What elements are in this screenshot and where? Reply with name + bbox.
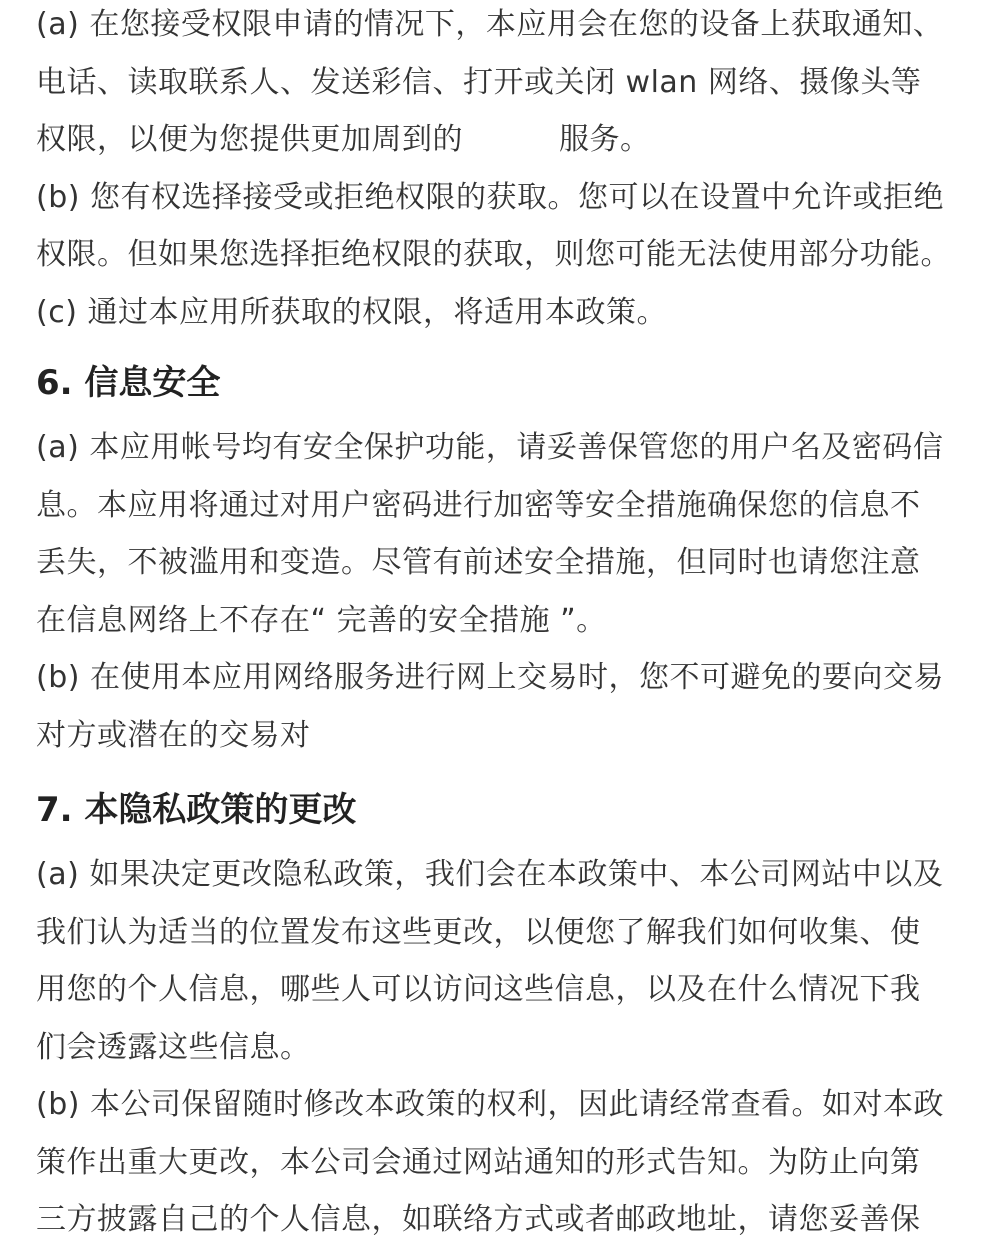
paragraph-6a bbox=[36, 419, 964, 649]
text-line: (a) 本应用帐号均有安全保护功能，请妥善保管您的用户名及密码信 bbox=[36, 430, 944, 465]
text-line: 息。本应用将通过对用户密码进行加密等安全措施确保您的信息不 bbox=[36, 487, 921, 523]
text-line: 丢失，不被滥用和变造。尽管有前述安全措施，但同时也请您注意 bbox=[36, 545, 921, 580]
section-5-permissions bbox=[36, 0, 964, 341]
section-heading: 7. 本隐私政策的更改 bbox=[36, 790, 357, 830]
text-line: (c) 通过本应用所获取的权限，将适用本政策。 bbox=[36, 294, 667, 330]
text-line: 在信息网络上不存在“ 完善的安全措施 ”。 bbox=[36, 602, 607, 638]
text-line: 们会透露这些信息。 bbox=[36, 1029, 311, 1065]
section-heading: 6. 信息安全 bbox=[36, 363, 221, 403]
section-6-information-security bbox=[36, 347, 964, 764]
text-line: (b) 本公司保留随时修改本政策的权利，因此请经常查看。如对本政 bbox=[36, 1087, 944, 1122]
text-line: (b) 在使用本应用网络服务进行网上交易时，您不可避免的要向交易 bbox=[36, 660, 944, 695]
text-fragment: 服务。 bbox=[559, 122, 651, 157]
text-line: 对方或潜在的交易对 bbox=[36, 717, 311, 753]
paragraph-7b bbox=[36, 1076, 964, 1237]
text-line: 电话、读取联系人、发送彩信、打开或关闭 wlan 网络、摄像头等 bbox=[36, 64, 922, 100]
paragraph-5c bbox=[36, 284, 964, 342]
text-line: (a) 如果决定更改隐私政策，我们会在本政策中、本公司网站中以及 bbox=[36, 857, 944, 892]
text-line: 权限。但如果您选择拒绝权限的获取，则您可能无法使用部分功能。 bbox=[36, 237, 951, 272]
section-7-policy-changes bbox=[36, 774, 964, 1237]
text-line: 用您的个人信息，哪些人可以访问这些信息，以及在什么情况下我 bbox=[36, 972, 921, 1007]
paragraph-5b bbox=[36, 169, 964, 284]
paragraph-6b bbox=[36, 649, 964, 764]
text-fragment: 权限，以便为您提供更加周到的 bbox=[36, 122, 463, 157]
text-line: 我们认为适当的位置发布这些更改，以便您了解我们如何收集、使 bbox=[36, 914, 921, 950]
paragraph-5a bbox=[36, 0, 964, 169]
text-line: (b) 您有权选择接受或拒绝权限的获取。您可以在设置中允许或拒绝 bbox=[36, 179, 944, 215]
paragraph-7a bbox=[36, 846, 964, 1076]
text-line: (a) 在您接受权限申请的情况下，本应用会在您的设备上获取通知、 bbox=[36, 7, 944, 42]
text-line-with-gap bbox=[36, 111, 964, 169]
text-line-cut-off: 三方披露自己的个人信息，如联络方式或者邮政地址，请您妥善保 bbox=[36, 1202, 921, 1237]
text-line: 策作出重大更改，本公司会通过网站通知的形式告知。为防止向第 bbox=[36, 1144, 921, 1180]
